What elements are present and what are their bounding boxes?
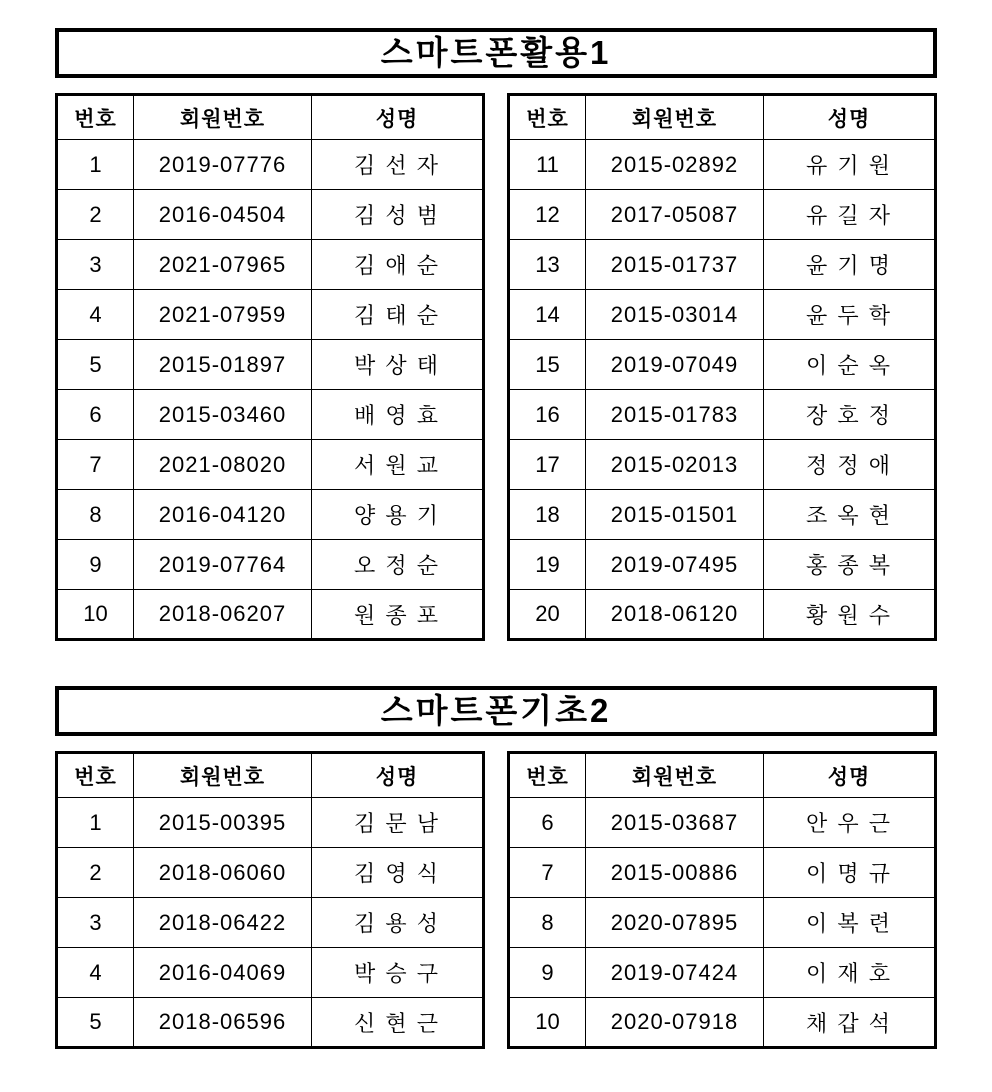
member-id-cell: 2015-01737 (586, 240, 764, 290)
member-name-cell: 김 애 순 (312, 240, 484, 290)
col-header-member-id: 회원번호 (586, 95, 764, 140)
table-row (57, 290, 484, 340)
row-number-cell: 17 (509, 440, 586, 490)
row-number-cell: 19 (509, 540, 586, 590)
member-name-cell: 채 갑 석 (764, 998, 936, 1048)
member-id-cell: 2019-07776 (134, 140, 312, 190)
roster-table-left (55, 93, 485, 641)
table-row (509, 948, 936, 998)
table-row (509, 540, 936, 590)
member-name-cell: 유 기 원 (764, 140, 936, 190)
table-row (57, 490, 484, 540)
col-header-name: 성명 (764, 753, 936, 798)
table-row (57, 390, 484, 440)
table-row (57, 590, 484, 640)
table-row (57, 798, 484, 848)
member-id-cell: 2015-01501 (586, 490, 764, 540)
table-row (509, 590, 936, 640)
table-row (509, 390, 936, 440)
table-row (509, 490, 936, 540)
table-row (509, 290, 936, 340)
member-id-cell: 2016-04120 (134, 490, 312, 540)
row-number-cell: 20 (509, 590, 586, 640)
col-header-number: 번호 (57, 753, 134, 798)
table-row (509, 240, 936, 290)
row-number-cell: 5 (57, 340, 134, 390)
member-id-cell: 2015-03460 (134, 390, 312, 440)
table-row (509, 848, 936, 898)
member-name-cell: 박 상 태 (312, 340, 484, 390)
row-number-cell: 1 (57, 798, 134, 848)
row-number-cell: 16 (509, 390, 586, 440)
member-name-cell: 윤 두 학 (764, 290, 936, 340)
member-name-cell: 황 원 수 (764, 590, 936, 640)
member-name-cell: 이 명 규 (764, 848, 936, 898)
header-row (57, 753, 484, 798)
row-number-cell: 6 (57, 390, 134, 440)
section-title-box (55, 686, 937, 736)
table-row (509, 798, 936, 848)
member-name-cell: 원 종 포 (312, 590, 484, 640)
member-name-cell: 오 정 순 (312, 540, 484, 590)
member-name-cell: 장 호 정 (764, 390, 936, 440)
table-row (509, 340, 936, 390)
row-number-cell: 12 (509, 190, 586, 240)
roster-table-right (507, 93, 937, 641)
row-number-cell: 15 (509, 340, 586, 390)
row-number-cell: 3 (57, 898, 134, 948)
row-number-cell: 5 (57, 998, 134, 1048)
member-name-cell: 김 태 순 (312, 290, 484, 340)
table-row (57, 998, 484, 1048)
roster-tables-row (55, 93, 937, 641)
section-title: 스마트폰기초2 (380, 691, 612, 729)
row-number-cell: 9 (509, 948, 586, 998)
header-row (509, 753, 936, 798)
roster-table-right (507, 751, 937, 1049)
col-header-number: 번호 (509, 95, 586, 140)
member-id-cell: 2019-07424 (586, 948, 764, 998)
member-name-cell: 이 복 련 (764, 898, 936, 948)
section-title-box (55, 28, 937, 78)
row-number-cell: 7 (57, 440, 134, 490)
row-number-cell: 3 (57, 240, 134, 290)
member-name-cell: 유 길 자 (764, 190, 936, 240)
member-id-cell: 2021-07959 (134, 290, 312, 340)
member-id-cell: 2015-02892 (586, 140, 764, 190)
col-header-number: 번호 (509, 753, 586, 798)
member-id-cell: 2018-06120 (586, 590, 764, 640)
table-row (57, 948, 484, 998)
member-id-cell: 2019-07495 (586, 540, 764, 590)
member-name-cell: 이 재 호 (764, 948, 936, 998)
row-number-cell: 11 (509, 140, 586, 190)
table-row (509, 898, 936, 948)
row-number-cell: 2 (57, 190, 134, 240)
table-row (57, 140, 484, 190)
member-name-cell: 조 옥 현 (764, 490, 936, 540)
member-name-cell: 김 영 식 (312, 848, 484, 898)
row-number-cell: 4 (57, 290, 134, 340)
row-number-cell: 18 (509, 490, 586, 540)
member-id-cell: 2018-06207 (134, 590, 312, 640)
member-name-cell: 서 원 교 (312, 440, 484, 490)
col-header-name: 성명 (312, 753, 484, 798)
col-header-member-id: 회원번호 (586, 753, 764, 798)
member-name-cell: 양 용 기 (312, 490, 484, 540)
member-id-cell: 2021-07965 (134, 240, 312, 290)
row-number-cell: 7 (509, 848, 586, 898)
row-number-cell: 10 (57, 590, 134, 640)
table-row (509, 998, 936, 1048)
class-section-1 (55, 28, 937, 641)
section-title: 스마트폰활용1 (380, 33, 612, 71)
member-id-cell: 2019-07764 (134, 540, 312, 590)
row-number-cell: 14 (509, 290, 586, 340)
member-id-cell: 2018-06060 (134, 848, 312, 898)
member-id-cell: 2015-03014 (586, 290, 764, 340)
table-row (57, 340, 484, 390)
member-id-cell: 2020-07895 (586, 898, 764, 948)
col-header-member-id: 회원번호 (134, 753, 312, 798)
class-section-2 (55, 686, 937, 1049)
member-id-cell: 2015-00395 (134, 798, 312, 848)
col-header-number: 번호 (57, 95, 134, 140)
table-row (57, 540, 484, 590)
member-id-cell: 2016-04504 (134, 190, 312, 240)
member-name-cell: 김 선 자 (312, 140, 484, 190)
member-id-cell: 2015-03687 (586, 798, 764, 848)
table-row (57, 240, 484, 290)
member-id-cell: 2018-06596 (134, 998, 312, 1048)
roster-tables-row (55, 751, 937, 1049)
member-name-cell: 이 순 옥 (764, 340, 936, 390)
member-name-cell: 김 용 성 (312, 898, 484, 948)
row-number-cell: 4 (57, 948, 134, 998)
col-header-name: 성명 (312, 95, 484, 140)
member-id-cell: 2018-06422 (134, 898, 312, 948)
member-id-cell: 2021-08020 (134, 440, 312, 490)
member-name-cell: 김 성 범 (312, 190, 484, 240)
member-id-cell: 2015-00886 (586, 848, 764, 898)
table-row (57, 848, 484, 898)
table-row (509, 190, 936, 240)
header-row (509, 95, 936, 140)
member-id-cell: 2016-04069 (134, 948, 312, 998)
table-row (509, 140, 936, 190)
table-row (57, 898, 484, 948)
member-name-cell: 신 현 근 (312, 998, 484, 1048)
header-row (57, 95, 484, 140)
member-name-cell: 배 영 효 (312, 390, 484, 440)
member-id-cell: 2015-01783 (586, 390, 764, 440)
row-number-cell: 8 (57, 490, 134, 540)
col-header-member-id: 회원번호 (134, 95, 312, 140)
member-id-cell: 2015-01897 (134, 340, 312, 390)
member-id-cell: 2017-05087 (586, 190, 764, 240)
table-row (57, 190, 484, 240)
table-row (509, 440, 936, 490)
row-number-cell: 6 (509, 798, 586, 848)
member-name-cell: 윤 기 명 (764, 240, 936, 290)
member-name-cell: 정 정 애 (764, 440, 936, 490)
col-header-name: 성명 (764, 95, 936, 140)
row-number-cell: 2 (57, 848, 134, 898)
roster-table-left (55, 751, 485, 1049)
member-name-cell: 김 문 남 (312, 798, 484, 848)
row-number-cell: 13 (509, 240, 586, 290)
row-number-cell: 10 (509, 998, 586, 1048)
member-name-cell: 홍 종 복 (764, 540, 936, 590)
row-number-cell: 9 (57, 540, 134, 590)
row-number-cell: 8 (509, 898, 586, 948)
table-row (57, 440, 484, 490)
member-id-cell: 2015-02013 (586, 440, 764, 490)
member-name-cell: 안 우 근 (764, 798, 936, 848)
member-name-cell: 박 승 구 (312, 948, 484, 998)
member-id-cell: 2020-07918 (586, 998, 764, 1048)
row-number-cell: 1 (57, 140, 134, 190)
member-id-cell: 2019-07049 (586, 340, 764, 390)
